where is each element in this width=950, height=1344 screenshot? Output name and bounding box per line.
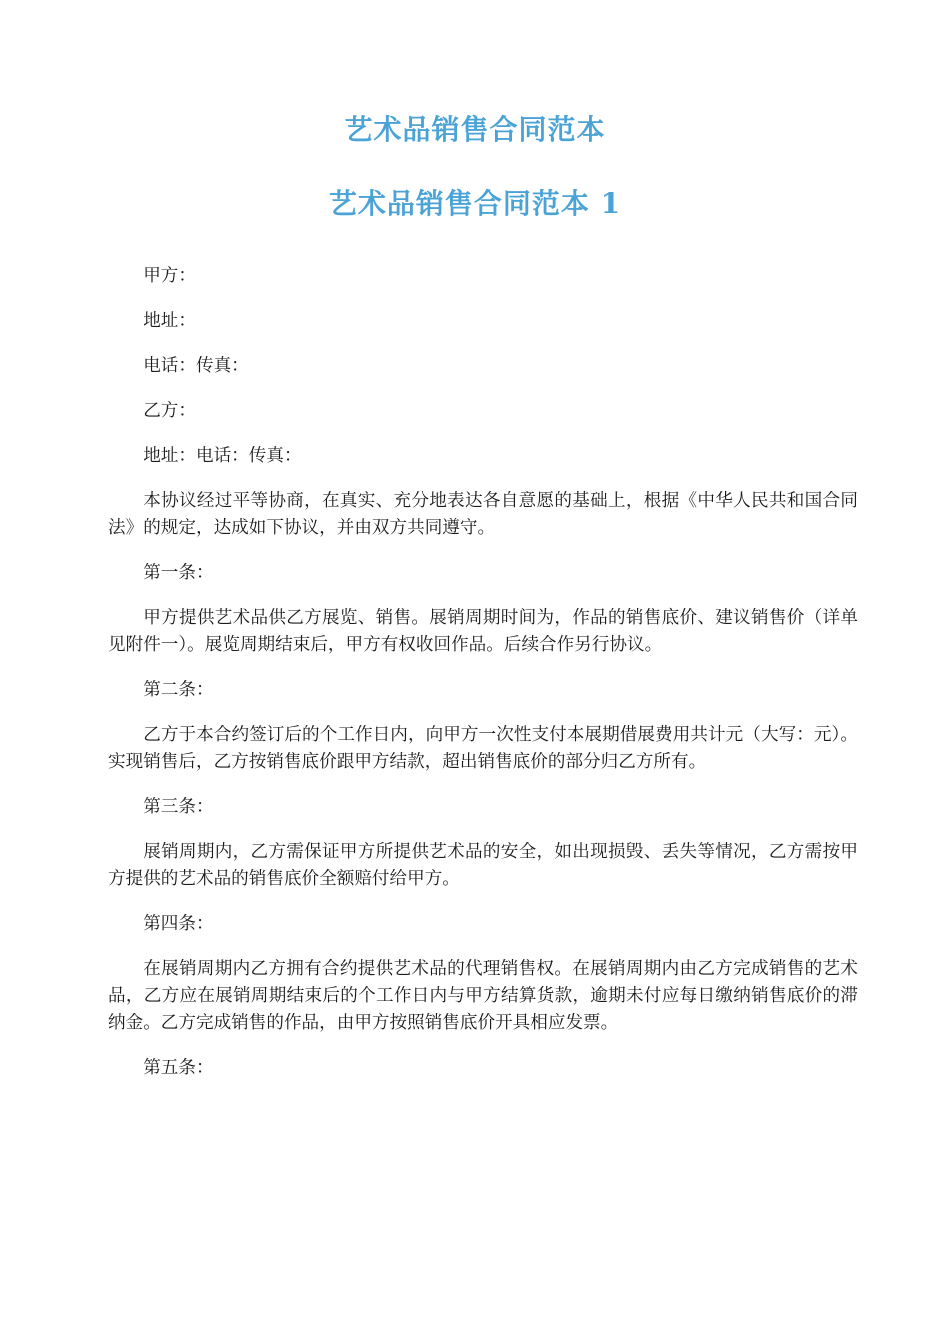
article-1-heading: 第一条：: [143, 563, 214, 583]
document-title: 艺术品销售合同范本: [344, 113, 606, 146]
article-1-text: 甲方提供艺术品供乙方展览、销售。展销周期时间为，作品的销售底价、建议销售价（详单见附件一）。展览周期结束后，甲方有权收回作品。后续合作另行协议。: [108, 608, 858, 655]
party-b-contact-line: 地址：电话：传真：: [143, 446, 302, 466]
article-3-heading: 第三条：: [143, 797, 214, 817]
party-a-address-line: 地址：: [143, 311, 196, 331]
party-a-contact-line: 电话：传真：: [143, 356, 249, 376]
document-body: [108, 263, 858, 1100]
document-subtitle: 艺术品销售合同范本 1: [328, 187, 622, 220]
article-4-text: 在展销周期内乙方拥有合约提供艺术品的代理销售权。在展销周期内由乙方完成销售的艺术品，乙方应在展销周期结束后的个工作日内与甲方结算货款，逾期未付应每日缴纳销售底价的滞纳金。乙方完成销售的作品，由甲方按照销售底价开具相应发票。: [108, 959, 858, 1033]
party-b-line: 乙方：: [143, 401, 196, 421]
article-3-text: 展销周期内，乙方需保证甲方所提供艺术品的安全，如出现损毁、丢失等情况，乙方需按甲方提供的艺术品的销售底价全额赔付给甲方。: [108, 842, 858, 889]
article-2-heading: 第二条：: [143, 680, 214, 700]
party-a-line: 甲方：: [143, 266, 196, 286]
article-4-heading: 第四条：: [143, 914, 214, 934]
preamble-paragraph: 本协议经过平等协商，在真实、充分地表达各自意愿的基础上，根据《中华人民共和国合同法》的规定，达成如下协议，并由双方共同遵守。: [108, 491, 858, 538]
article-5-heading: 第五条：: [143, 1058, 214, 1078]
article-2-text: 乙方于本合约签订后的个工作日内，向甲方一次性支付本展期借展费用共计元（大写：元）。实现销售后，乙方按销售底价跟甲方结款，超出销售底价的部分归乙方所有。: [108, 725, 858, 772]
